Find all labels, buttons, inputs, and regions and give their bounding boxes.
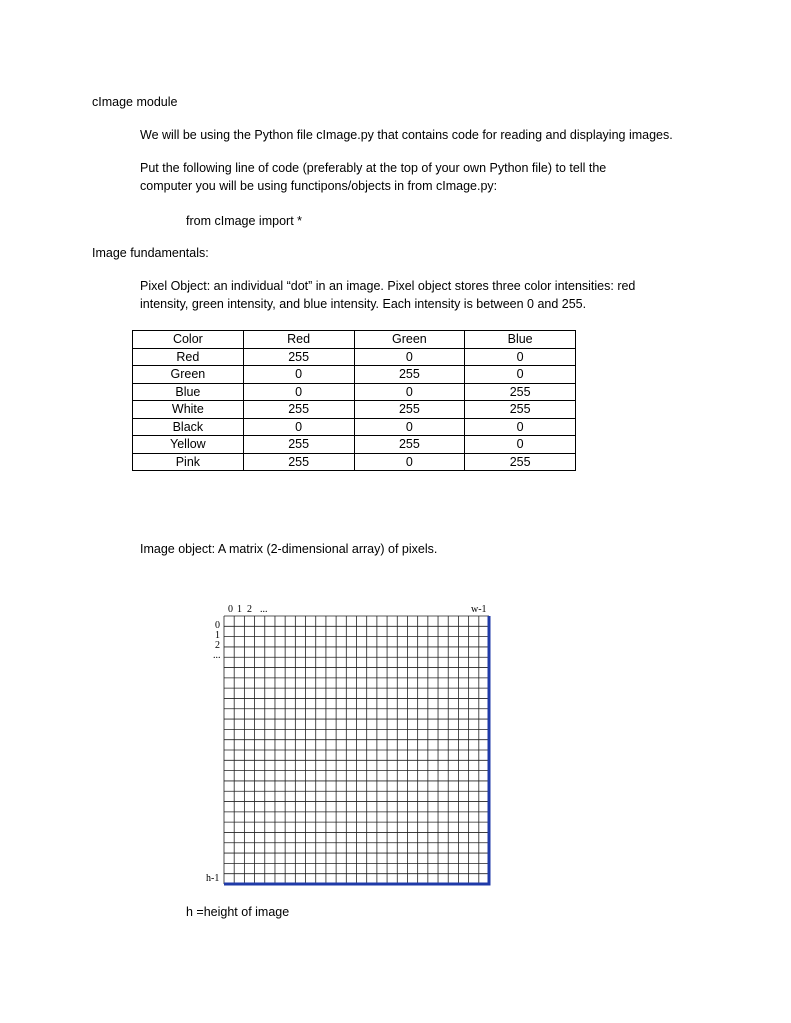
column-label-last: w-1 [471, 604, 487, 615]
table-cell: 0 [354, 348, 465, 366]
table-cell: 0 [465, 418, 576, 436]
section-heading-cimage: cImage module [92, 95, 178, 109]
column-label: ... [260, 604, 268, 615]
table-header-row [133, 331, 576, 349]
row-label-last: h-1 [206, 873, 220, 884]
table-row [133, 383, 576, 401]
table-header: Red [243, 331, 354, 349]
column-label: 1 [237, 604, 242, 615]
row-label: 1 [215, 630, 220, 641]
pixel-matrix-figure [195, 600, 515, 890]
table-cell: 255 [465, 383, 576, 401]
table-cell: 255 [243, 436, 354, 454]
table-cell: Red [133, 348, 244, 366]
table-cell: 0 [243, 383, 354, 401]
table-cell: 0 [354, 418, 465, 436]
table-cell: 255 [243, 348, 354, 366]
table-cell: 0 [243, 418, 354, 436]
table-cell: Green [133, 366, 244, 384]
table-cell: 255 [465, 453, 576, 471]
table-header: Blue [465, 331, 576, 349]
section-heading-image-fundamentals: Image fundamentals: [92, 246, 209, 260]
grid-lines [224, 616, 489, 884]
paragraph-pixel-object: Pixel Object: an individual “dot” in an image. Pixel object stores three color intensities: red intensity, green intensity, and blue intensity. Each intensity is between 0 and 255. [140, 279, 636, 311]
table-cell: 0 [354, 453, 465, 471]
table-cell: 0 [354, 383, 465, 401]
table-cell: 0 [465, 366, 576, 384]
table-cell: 255 [243, 453, 354, 471]
table-cell: 0 [465, 348, 576, 366]
table-row [133, 366, 576, 384]
code-import-line: from cImage import * [186, 214, 303, 228]
table-cell: Black [133, 418, 244, 436]
table-cell: Pink [133, 453, 244, 471]
table-cell: 255 [465, 401, 576, 419]
table-cell: 255 [354, 366, 465, 384]
table-cell: Blue [133, 383, 244, 401]
row-label: ... [213, 650, 221, 661]
paragraph-image-object: Image object: A matrix (2-dimensional array) of pixels. [140, 542, 438, 556]
row-label: 0 [215, 620, 220, 631]
color-intensity-table [132, 330, 576, 471]
table-header: Color [133, 331, 244, 349]
row-label: 2 [215, 640, 220, 651]
table-cell: 255 [354, 436, 465, 454]
table-cell: 0 [243, 366, 354, 384]
table-cell: Yellow [133, 436, 244, 454]
table-cell: 0 [465, 436, 576, 454]
column-label: 0 [228, 604, 233, 615]
table-cell: White [133, 401, 244, 419]
table-cell: 255 [354, 401, 465, 419]
table-row [133, 436, 576, 454]
table-header: Green [354, 331, 465, 349]
paragraph-import-instructions: Put the following line of code (preferably at the top of your own Python file) to tell the computer you will be using functipons/objects in from cImage.py: [140, 161, 607, 193]
table-row [133, 401, 576, 419]
table-row [133, 453, 576, 471]
paragraph-cimage-file: We will be using the Python file cImage.py that contains code for reading and displaying images. [140, 128, 673, 142]
table-row [133, 348, 576, 366]
figure-caption: h =height of image [186, 905, 290, 919]
column-label: 2 [247, 604, 252, 615]
table-cell: 255 [243, 401, 354, 419]
table-row [133, 418, 576, 436]
